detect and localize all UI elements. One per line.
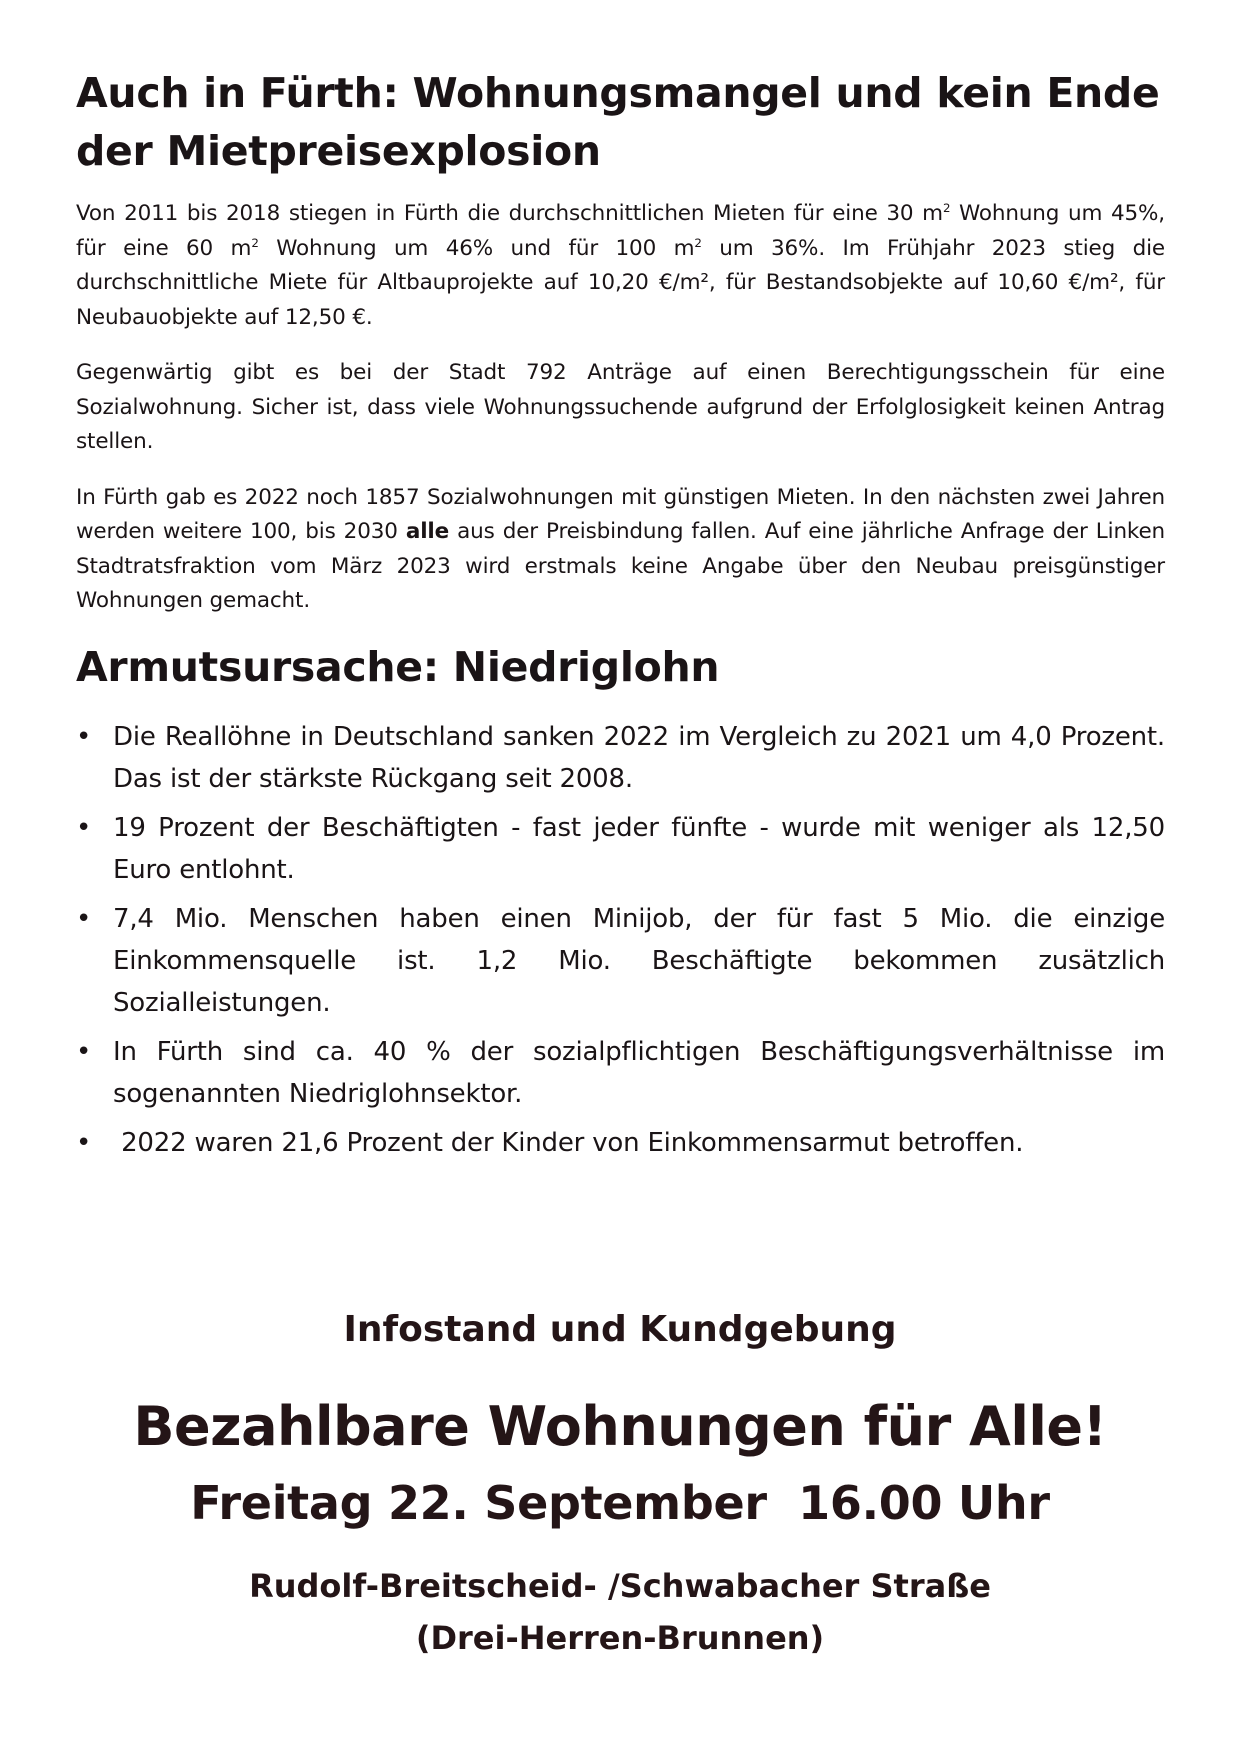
superscript-squared: 2 — [694, 235, 702, 250]
section-heading-housing: Auch in Fürth: Wohnungsmangel und kein Ende der Mietpreisexplosion — [76, 69, 1160, 175]
paragraph-social-text-b: aus der Preisbindung fallen. Auf eine jährliche Anfrage der Linken Stadtratsfraktion vom März 2023 wird erstmals keine Angabe über den Neubau preisgünstiger Wohnungen gemacht. — [76, 519, 1166, 613]
paragraph-rent-text-d: um 36%. Im Frühjahr 2023 stieg die durchschnittliche Miete für Altbauprojekte auf 10,20 €/m², für Bestandsobjekte auf 10,60 €/m², für Neubauobjekte auf 12,50 €. — [76, 235, 1165, 330]
paragraph-social-housing — [76, 481, 1165, 619]
superscript-squared: 2 — [251, 235, 259, 250]
event-location: Rudolf-Breitscheid- /Schwabacher Straße — [249, 1567, 991, 1605]
list-item — [76, 898, 1165, 1024]
list-item — [76, 716, 1165, 800]
poverty-facts-list — [76, 716, 1165, 1164]
event-landmark: (Drei-Herren-Brunnen) — [415, 1619, 825, 1657]
paragraph-rent-text-b: Wohnung um 45%, für eine 60 m — [76, 201, 1165, 261]
list-item-text: Die Reallöhne in Deutschland sanken 2022 im Vergleich zu 2021 um 4,0 Prozent. Das ist der stärkste Rückgang seit 2008. — [113, 721, 1165, 794]
paragraph-rent-text-a: Von 2011 bis 2018 stiegen in Fürth die durchschnittlichen Mieten für eine 30 m — [76, 201, 943, 226]
list-item — [76, 1122, 1165, 1164]
paragraph-applications: Gegenwärtig gibt es bei der Stadt 792 Anträge auf einen Berechtigungsschein für eine Sozialwohnung. Sicher ist, dass viele Wohnungssuchende aufgrund der Erfolglosigkeit keinen Antrag stellen. — [76, 360, 1165, 454]
section-heading-low-wage: Armutsursache: Niedriglohn — [76, 642, 720, 691]
bullet-icon: • — [76, 721, 92, 752]
list-item — [76, 807, 1165, 891]
list-item-text: 7,4 Mio. Menschen haben einen Minijob, der für fast 5 Mio. die einzige Einkommensquelle ist. 1,2 Mio. Beschäftigte bekommen zusätzlich Sozialleistungen. — [113, 903, 1165, 1018]
bullet-icon: • — [76, 1036, 92, 1067]
flyer-content — [76, 64, 1165, 1171]
paragraph-rent-increase — [76, 197, 1165, 335]
event-title: Bezahlbare Wohnungen für Alle! — [133, 1395, 1107, 1458]
event-intro: Infostand und Kundgebung — [343, 1309, 897, 1350]
paragraph-rent-text-c: Wohnung um 46% und für 100 m — [258, 235, 695, 261]
bullet-icon: • — [76, 812, 92, 843]
list-item-text: 2022 waren 21,6 Prozent der Kinder von Einkommensarmut betroffen. — [113, 1127, 1024, 1158]
emphasis-alle: alle — [405, 519, 450, 544]
bullet-icon: • — [76, 1127, 92, 1158]
event-datetime: Freitag 22. September 16.00 Uhr — [190, 1476, 1050, 1530]
list-item-text: In Fürth sind ca. 40 % der sozialpflichtigen Beschäftigungsverhältnisse im sogenannten Niedriglohnsektor. — [113, 1036, 1165, 1109]
paragraph-social-text-a: In Fürth gab es 2022 noch 1857 Sozialwohnungen mit günstigen Mieten. In den nächsten zwei Jahren werden weitere 100, bis 2030 — [76, 484, 1165, 544]
list-item — [76, 1031, 1165, 1115]
bullet-icon: • — [76, 903, 92, 934]
list-item-text: 19 Prozent der Beschäftigten - fast jeder fünfte - wurde mit weniger als 12,50 Euro entlohnt. — [113, 812, 1165, 885]
superscript-squared: 2 — [942, 200, 951, 215]
